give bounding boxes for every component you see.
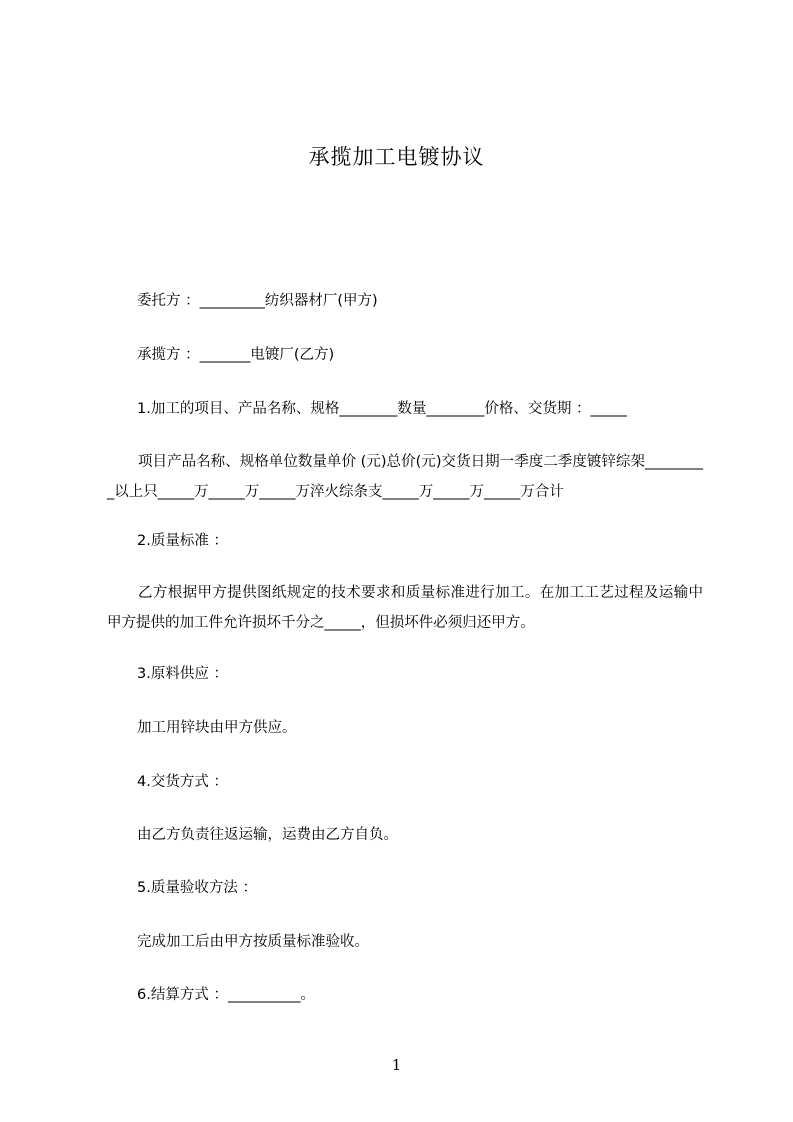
clause-5-heading: 5.质量验收方法 ： [137, 880, 257, 896]
document-title: 承揽加工电镀协议 [308, 145, 485, 169]
clause-1-heading: 1.加工的项目、产品名称、规格________数量________价格、交货期 ：_____ [137, 401, 627, 417]
clause-6-heading: 6.结算方式 ：__________。 [137, 987, 315, 1003]
clause-1-table-text: 项目产品名称、规格单位数量单价 (元)总价(元)交货日期一季度二季度镀锌综架_________以上只_____万_____万_____万淬火综条支_____万_____万_____万合计 [107, 454, 703, 500]
clause-4-body: 由乙方负责往返运输，运费由乙方自负。 [137, 827, 398, 843]
page-number: 1 [391, 1056, 402, 1074]
clause-4-heading: 4.交货方式 ： [137, 774, 228, 790]
clause-3-heading: 3.原料供应 ： [137, 666, 228, 682]
party-b-line: 承揽方 ：_______电镀厂(乙方) [137, 347, 335, 363]
clause-5-body: 完成加工后由甲方按质量标准验收。 [137, 934, 369, 950]
clause-3-body: 加工用锌块由甲方供应。 [137, 720, 297, 736]
clause-2-body: 乙方根据甲方提供图纸规定的技术要求和质量标准进行加工。在加工工艺过程及运输中甲方提供的加工件允许损坏千分之_____，但损坏件必须归还甲方。 [107, 585, 703, 631]
clause-2-heading: 2.质量标准 ： [137, 533, 228, 549]
party-a-line: 委托方 ：_________纺织器材厂(甲方) [137, 293, 378, 309]
